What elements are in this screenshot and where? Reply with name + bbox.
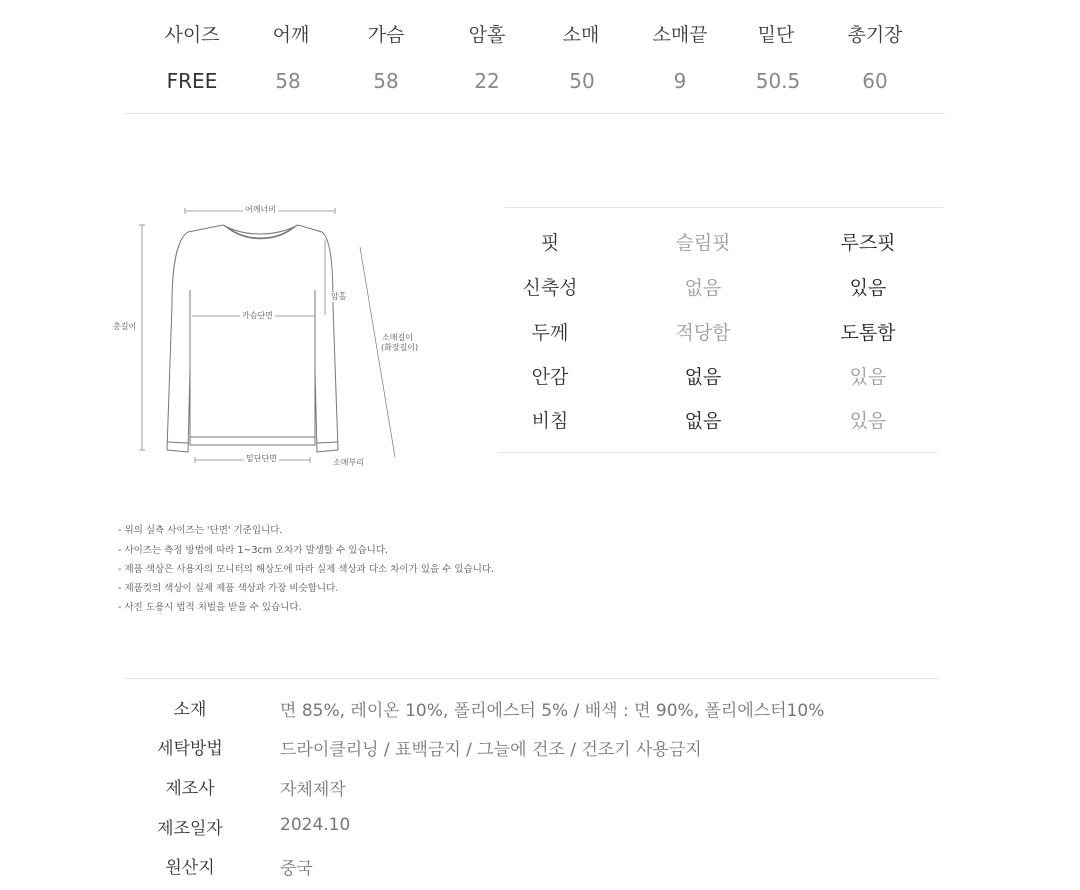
info-value-manufacture-date: 2024.10 [280, 815, 351, 835]
stretch-option-none: 없음 [684, 277, 722, 299]
size-value-length: 60 [862, 69, 888, 93]
size-value-cuff: 9 [673, 69, 687, 93]
size-value-armhole: 22 [474, 69, 500, 93]
info-label-material: 소재 [173, 700, 207, 720]
label-armhole: 암홀 [331, 292, 347, 301]
size-value-hem: 50.5 [755, 69, 801, 93]
fit-option-loose: 루즈핏 [840, 232, 896, 254]
size-header-size: 사이즈 [164, 24, 220, 46]
fit-table-top-border [505, 207, 943, 208]
lining-option-none: 없음 [684, 366, 722, 388]
sheer-option-none: 없음 [684, 410, 722, 432]
label-cuff: 소매부리 [333, 458, 364, 467]
fit-label-thickness: 두께 [531, 322, 569, 344]
size-header-armhole: 암홀 [468, 24, 506, 46]
fit-label-fit: 핏 [540, 232, 560, 254]
fit-table-bottom-border [498, 452, 938, 453]
size-header-sleeve: 소매 [562, 24, 600, 46]
info-value-washing: 드라이클리닝 / 표백금지 / 그늘에 건조 / 건조기 사용금지 [280, 740, 702, 760]
size-header-chest: 가슴 [367, 24, 405, 46]
info-value-origin: 중국 [280, 859, 313, 879]
size-value-size: FREE [166, 69, 218, 93]
info-label-manufacturer: 제조사 [165, 779, 215, 799]
size-header-length: 총기장 [847, 24, 903, 46]
label-sleeve-length-sub: (화장길이) [381, 343, 419, 352]
note-item: - 제품컷의 색상이 실제 제품 색상과 가장 비슷합니다. [118, 583, 339, 594]
size-value-shoulder: 58 [275, 69, 301, 93]
info-label-origin: 원산지 [165, 858, 215, 878]
fit-label-sheer: 비침 [531, 410, 569, 432]
sheer-option-yes: 있음 [849, 410, 887, 432]
note-item: - 위의 실측 사이즈는 '단면' 기준입니다. [118, 525, 283, 536]
label-sleeve-length: 소매길이 [382, 333, 413, 342]
info-value-material: 면 85%, 레이온 10%, 폴리에스터 5% / 배색 : 면 90%, 폴리에스터10% [280, 701, 825, 721]
size-table-divider [123, 113, 945, 114]
info-value-manufacturer: 자체제작 [280, 780, 346, 800]
garment-diagram [100, 195, 430, 475]
stretch-option-yes: 있음 [849, 277, 887, 299]
info-label-manufacture-date: 제조일자 [157, 819, 223, 839]
note-item: - 사이즈는 측정 방법에 따라 1~3cm 오차가 발생할 수 있습니다. [118, 545, 389, 556]
note-item: - 제품 색상은 사용자의 모니터의 해상도에 따라 실제 색상과 다소 차이가 있을 수 있습니다. [118, 564, 495, 575]
fit-label-stretch: 신축성 [522, 277, 578, 299]
label-hem-section: 밑단단면 [246, 454, 277, 463]
size-value-sleeve: 50 [569, 69, 595, 93]
info-table-divider [123, 678, 938, 679]
info-label-washing: 세탁방법 [157, 739, 223, 759]
fit-option-slim: 슬림핏 [675, 232, 731, 254]
thickness-option-thick: 도톰함 [840, 322, 896, 344]
size-header-hem: 밑단 [757, 24, 795, 46]
note-item: - 사진 도용시 법적 처벌을 받을 수 있습니다. [118, 602, 302, 613]
size-header-shoulder: 어깨 [272, 24, 310, 46]
label-total-length: 총길이 [113, 322, 137, 331]
label-chest-section: 가슴단면 [242, 311, 273, 320]
size-header-cuff: 소매끝 [652, 24, 708, 46]
lining-option-yes: 있음 [849, 366, 887, 388]
size-value-chest: 58 [373, 69, 399, 93]
fit-label-lining: 안감 [531, 366, 569, 388]
thickness-option-medium: 적당함 [675, 322, 731, 344]
label-shoulder-width: 어깨너비 [245, 205, 276, 214]
